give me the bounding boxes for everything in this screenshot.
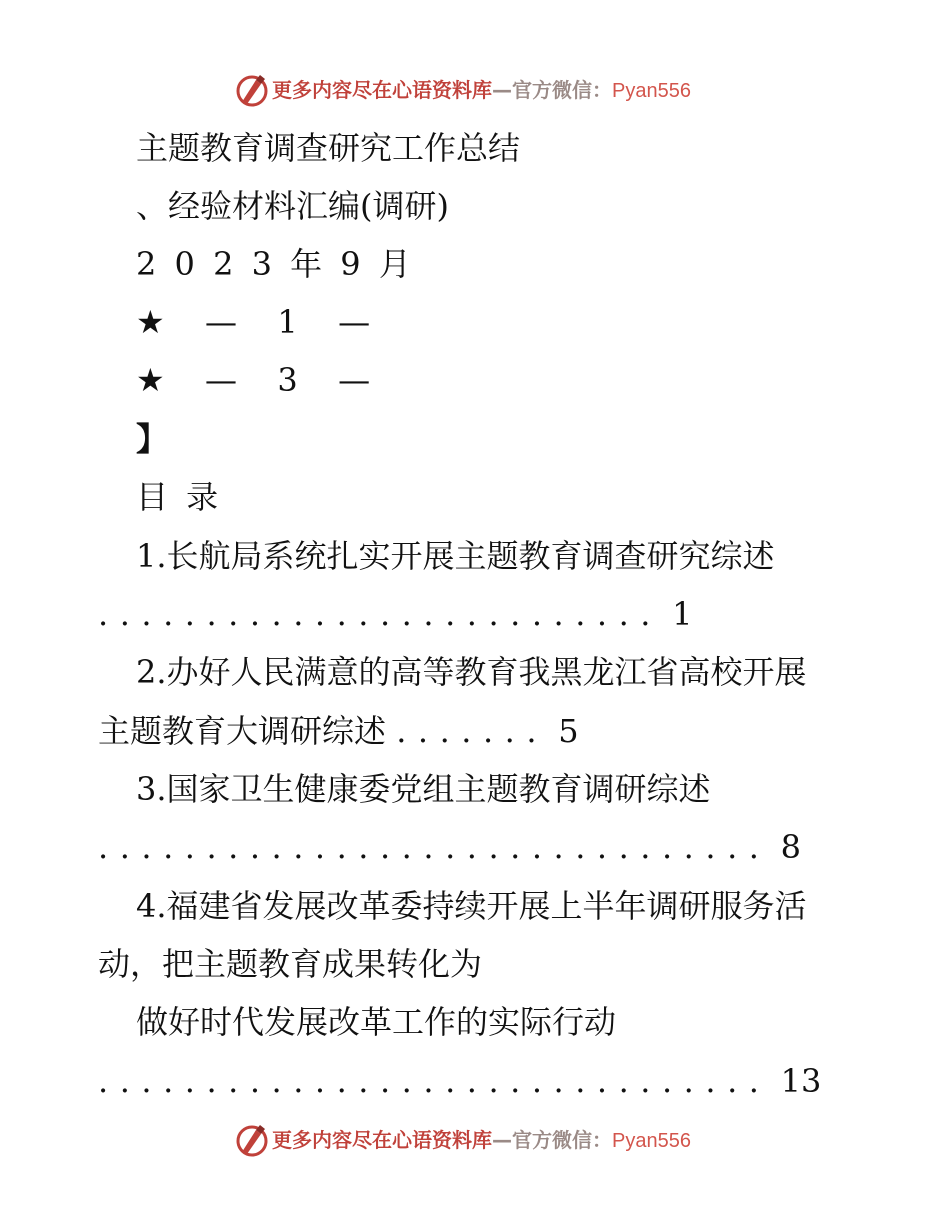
- toc-dots: ...............................: [98, 828, 771, 866]
- page-mark-3: ★ — 3 —: [136, 361, 371, 399]
- toc-entry-4-title-cont2[interactable]: 做好时代发展改革工作的实际行动: [136, 1003, 617, 1041]
- pen-logo-icon: [234, 1122, 270, 1158]
- toc-entry-4-title-cont[interactable]: 动，把主题教育成果转化为: [98, 945, 483, 983]
- toc-entry-2-title[interactable]: 2.办好人民满意的高等教育我黑龙江省高校开展: [136, 653, 807, 691]
- toc-entry-1-title[interactable]: 1.长航局系统扎实开展主题教育调查研究综述: [136, 537, 775, 575]
- toc-entry-4-page: 13: [780, 1062, 822, 1100]
- watermark-banner-bottom: [0, 1120, 950, 1160]
- toc-entry-2-page: 5: [558, 712, 579, 750]
- bracket-mark: 】: [136, 420, 169, 458]
- watermark-text: 更多内容尽在心语资料库—官方微信：Pyan556: [272, 1128, 691, 1152]
- toc-dots: ...............................: [98, 1062, 771, 1100]
- page-mark-1: ★ — 1 —: [136, 303, 371, 341]
- toc-heading: 目 录: [136, 478, 219, 516]
- pen-logo-icon: [234, 72, 270, 108]
- toc-entry-3-page: 8: [780, 828, 801, 866]
- toc-entry-2-title-cont[interactable]: 主题教育大调研综述: [98, 712, 387, 750]
- toc-entry-1-page: 1: [672, 595, 693, 633]
- toc-dots: ..........................: [98, 595, 662, 633]
- toc-entry-2-leader: [98, 711, 579, 751]
- watermark-text: 更多内容尽在心语资料库—官方微信：Pyan556: [272, 78, 691, 102]
- watermark-banner-top: [0, 70, 950, 110]
- doc-title-line1: 主题教育调查研究工作总结: [136, 129, 521, 167]
- toc-entry-3-title[interactable]: 3.国家卫生健康委党组主题教育调研综述: [136, 770, 711, 808]
- doc-date: 2 0 2 3 年 9 月: [136, 245, 411, 283]
- toc-dots: .......: [396, 712, 549, 750]
- toc-entry-1-leader: [98, 594, 693, 634]
- toc-entry-4-title[interactable]: 4.福建省发展改革委持续开展上半年调研服务活: [136, 887, 807, 925]
- toc-entry-4-leader: [98, 1061, 821, 1101]
- toc-entry-3-leader: [98, 827, 801, 867]
- doc-title-line2: 、经验材料汇编(调研): [136, 187, 449, 225]
